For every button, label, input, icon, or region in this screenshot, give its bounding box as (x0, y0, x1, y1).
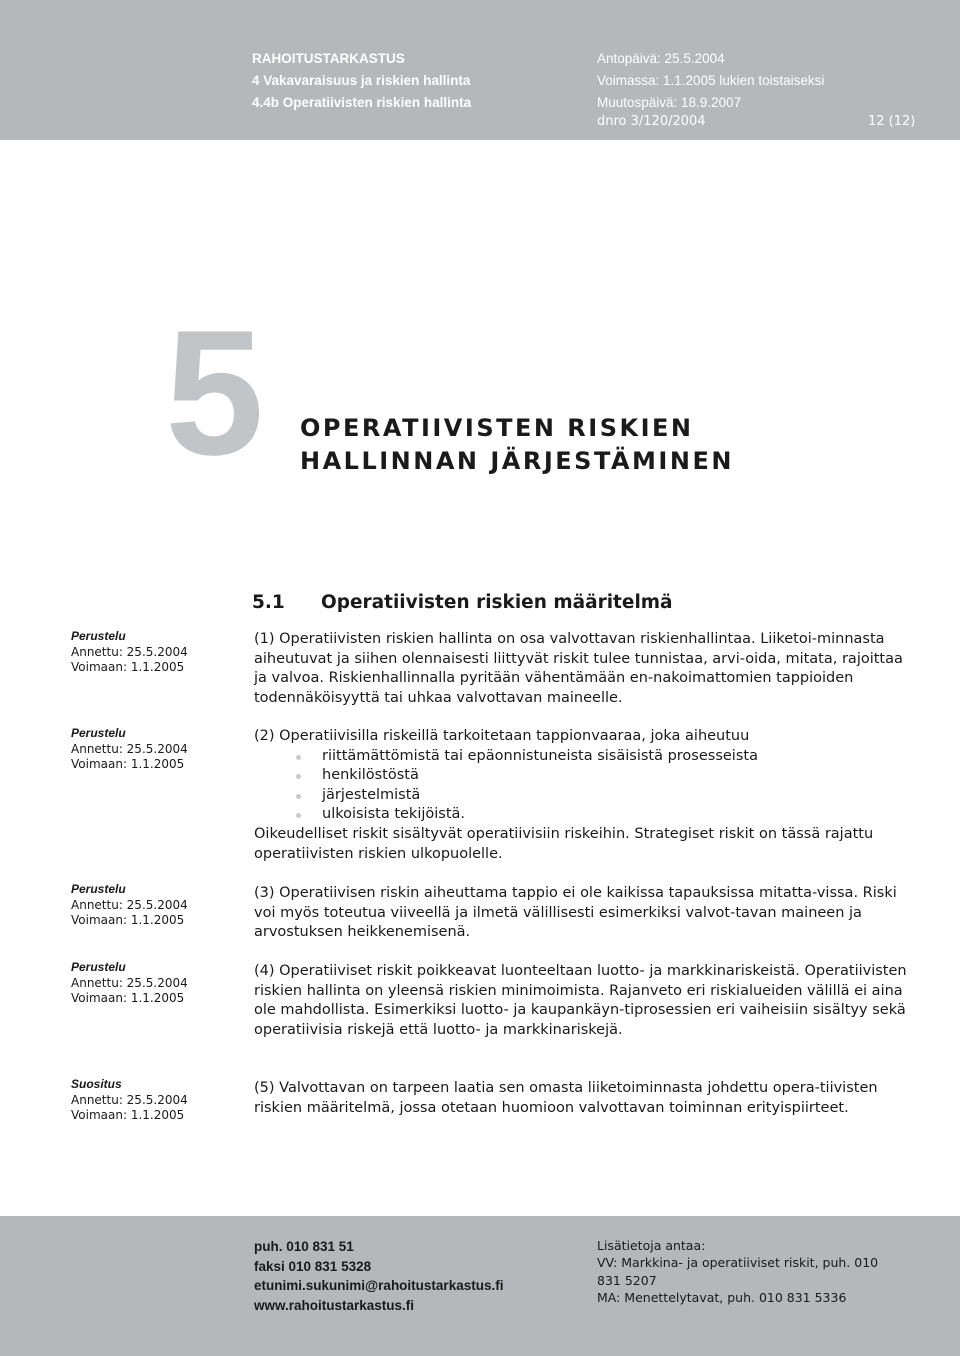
footer-website: www.rahoitustarkastus.fi (254, 1297, 415, 1313)
chapter-title (300, 412, 734, 478)
margin-note-issued: Annettu: 25.5.2004 (71, 644, 188, 659)
footer-phone: puh. 010 831 51 (254, 1239, 354, 1254)
footer-contact-1: VV: Markkina- ja operatiiviset riskit, puh. 010 831 5207 (597, 1255, 879, 1288)
header-issued: Antopäivä: 25.5.2004 (597, 51, 725, 66)
header-dnro: dnro 3/120/2004 (597, 114, 706, 129)
paragraph-text: (5) Valvottavan on tarpeen laatia sen omasta liiketoiminnasta johdettu opera-tiivisten riskien määritelmä, jossa otetaan huomioon valvottavan toiminnan erityispiirteet. (254, 1080, 878, 1116)
header-org: RAHOITUSTARKASTUS (252, 51, 405, 66)
section-title: Operatiivisten riskien määritelmä (321, 592, 673, 613)
margin-note (71, 960, 188, 1007)
margin-note-issued: Annettu: 25.5.2004 (71, 975, 188, 990)
margin-note (71, 1077, 188, 1124)
list-item: henkilöstöstä (322, 766, 914, 786)
bullet-list (254, 747, 914, 825)
paragraph-text: (1) Operatiivisten riskien hallinta on osa valvottavan riskienhallintaa. Liiketoi-minnasta aiheutuvat ja siihen olennaisesti liittyvät riskit tulee tunnistaa, arvi-oida, mitata, rajoittaa ja valvoa. Riskienhallinnalla pyritään vähentämään en-nakoimattomien tappioiden todennäköisyyttä tai uhkaa valvottavan maineelle. (254, 631, 903, 706)
paragraph-text: (4) Operatiiviset riskit poikkeavat luonteeltaan luotto- ja markkinariskeistä. Operatiivisten riskien hallinta on yleensä riskien minimoimista. Rajanveto eri riskialueiden välillä ei aina ole mahdollista. Esimerkiksi luotto- ja kaupankäyn-tiprosessien eri vaiheisiin sisältyy sekä operatiivisia riskejä että luotto- ja markkinariskejä. (254, 963, 907, 1038)
header-section: 4 Vakavaraisuus ja riskien hallinta (252, 73, 471, 88)
margin-note-issued: Annettu: 25.5.2004 (71, 1092, 188, 1107)
margin-note-label: Perustelu (71, 882, 126, 896)
margin-note-effective: Voimaan: 1.1.2005 (71, 757, 185, 771)
header-page-number: 12 (12) (868, 114, 916, 129)
page-header (0, 0, 960, 140)
footer-fax: faksi 010 831 5328 (254, 1258, 372, 1274)
margin-note-effective: Voimaan: 1.1.2005 (71, 660, 185, 674)
list-item: riittämättömistä tai epäonnistuneista sisäisistä prosesseista (322, 747, 914, 767)
chapter-number: 5 (165, 293, 264, 492)
margin-note (71, 726, 188, 773)
list-item: ulkoisista tekijöistä. (322, 805, 914, 825)
paragraph-1 (254, 630, 914, 708)
footer-contact-2: MA: Menettelytavat, puh. 010 831 5336 (597, 1289, 847, 1305)
paragraph-text: (3) Operatiivisen riskin aiheuttama tappio ei ole kaikissa tapauksissa mitatta-vissa. Riski voi myös toteutua viiveellä ja ilmetä välillisesti esimerkiksi valvot-tavan maineen ja arvostuksen heikkenemisenä. (254, 885, 897, 941)
list-item: järjestelmistä (322, 786, 914, 806)
margin-note (71, 882, 188, 929)
paragraph-intro: (2) Operatiivisilla riskeillä tarkoitetaan tappionvaaraa, joka aiheutuu (254, 728, 750, 744)
margin-note-effective: Voimaan: 1.1.2005 (71, 913, 185, 927)
paragraph-2 (254, 727, 914, 864)
footer-contacts (254, 1237, 503, 1315)
footer-info (597, 1237, 897, 1306)
margin-note-issued: Annettu: 25.5.2004 (71, 897, 188, 912)
paragraph-5 (254, 1079, 914, 1118)
paragraph-outro: Oikeudelliset riskit sisältyvät operatiivisiin riskeihin. Strategiset riskit on tässä rajattu operatiivisten riskien ulkopuolelle. (254, 825, 874, 862)
paragraph-4 (254, 962, 914, 1040)
footer-info-label: Lisätietoja antaa: (597, 1238, 706, 1253)
margin-note-issued: Annettu: 25.5.2004 (71, 741, 188, 756)
margin-note (71, 629, 188, 676)
chapter-title-line2: HALLINNAN JÄRJESTÄMINEN (300, 447, 734, 475)
header-valid: Voimassa: 1.1.2005 lukien toistaiseksi (597, 73, 825, 88)
margin-note-label: Suositus (71, 1077, 122, 1091)
section-number: 5.1 (252, 592, 285, 613)
paragraph-3 (254, 884, 914, 943)
margin-note-effective: Voimaan: 1.1.2005 (71, 991, 185, 1005)
header-subsection: 4.4b Operatiivisten riskien hallinta (252, 95, 472, 110)
margin-note-label: Perustelu (71, 726, 126, 740)
header-modified: Muutospäivä: 18.9.2007 (597, 95, 742, 110)
margin-note-effective: Voimaan: 1.1.2005 (71, 1108, 185, 1122)
section-heading (252, 592, 673, 613)
chapter-title-line1: OPERATIIVISTEN RISKIEN (300, 414, 694, 442)
footer-email: etunimi.sukunimi@rahoitustarkastus.fi (254, 1278, 504, 1294)
margin-note-label: Perustelu (71, 629, 126, 643)
margin-note-label: Perustelu (71, 960, 126, 974)
